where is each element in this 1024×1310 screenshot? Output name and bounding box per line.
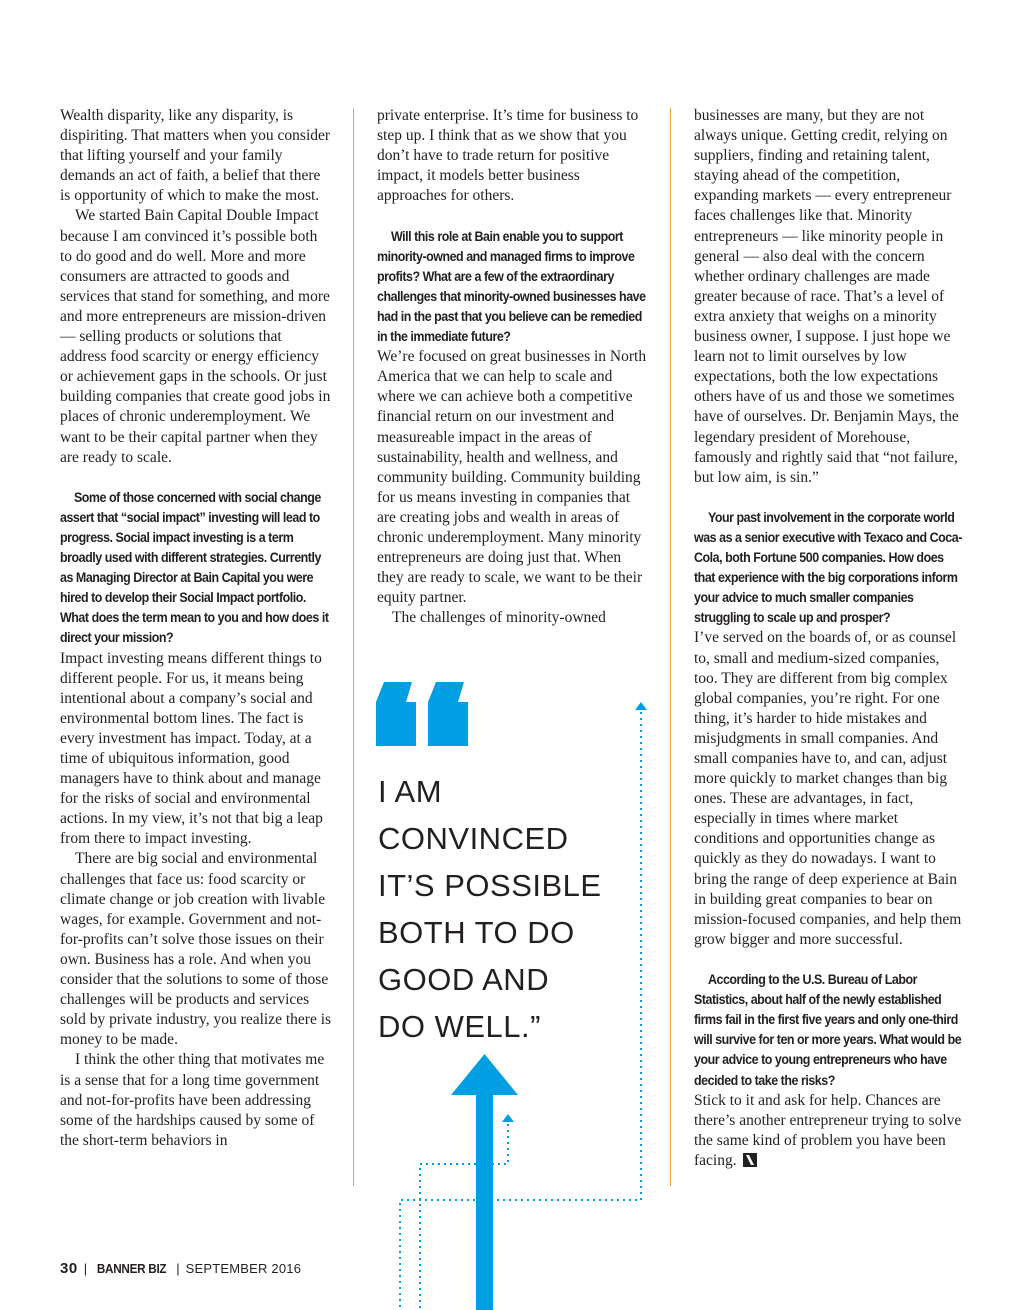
- interview-answer: We’re focused on great businesses in North America that we can help to scale and where we can achieve both a competitive financial return on our investment and measureable impact in the areas of sustainability, health and wellness, and community building. Community building for us means investing in companies that are creating jobs and wealth in areas of chronic underemployment. Many minority entrepreneurs are doing just that. When they are ready to scale, we want to be their equity partner.: [377, 348, 647, 607]
- interview-question: Your past involvement in the corporate world was as a senior executive with Texaco and Coca-Cola, both Fortune 500 companies. How does that experience with the big corporations inform your advice to much smaller companies struggling to scale up and prosper?: [694, 509, 962, 626]
- dotted-arrow-small: [420, 1124, 508, 1310]
- answer-text: Stick to it and ask for help. Chances are there’s another entrepreneur trying to solve the same kind of problem you have been facing.: [694, 1091, 962, 1169]
- article-column-2: [377, 106, 649, 628]
- dotted-arrow-right-head: [635, 702, 647, 710]
- paragraph: Wealth disparity, like any disparity, is dispiriting. That matters when you consider that lifting yourself and your family demands an act of faith, a belief that there is opportunity of which to make the most.: [60, 107, 331, 205]
- paragraph: There are big social and environmental challenges that face us: food scarcity or climate change or job creation with livable wages, for example. Government and not-for-profits can’t solve those issues on their own. Business has a role. And when you consider that the solutions to some of those challenges will be products and services sold by private industry, you realize there is money to be made.: [60, 850, 332, 1049]
- page-folio: [60, 1260, 301, 1277]
- article-column-3: [694, 106, 964, 1173]
- folio-separator: |: [176, 1261, 180, 1276]
- pull-quote-line: BOTH TO DO: [378, 915, 575, 950]
- big-arrow-shaft: [476, 1090, 493, 1310]
- paragraph: The challenges of minority-owned: [392, 609, 606, 627]
- interview-answer-final: [694, 1091, 964, 1173]
- paragraph: We started Bain Capital Double Impact because I am convinced it’s possible both to do good and do well. More and more consumers are attracted to goods and services that stand for something, and more and more entrepreneurs are mission-driven — selling products or solutions that address food scarcity or energy efficiency or achievement gaps in the schools. Or just building companies that create good jobs in places of chronic underemployment. We want to be their capital partner when they are ready to scale.: [60, 207, 331, 466]
- pull-quote-line: DO WELL.”: [378, 1009, 541, 1044]
- pull-quote: [378, 768, 638, 1050]
- article-column-1: [60, 106, 332, 1151]
- quote-icon: [376, 680, 476, 753]
- interview-question: Will this role at Bain enable you to support minority-owned and managed firms to improve profits? What are a few of the extraordinary challenges that minority-owned businesses have had in the past that you believe can be remedied in the immediate future?: [377, 228, 646, 345]
- page-number: 30: [60, 1260, 78, 1277]
- pull-quote-line: GOOD AND: [378, 962, 550, 997]
- end-of-article-icon: [743, 1153, 757, 1173]
- folio-separator: |: [83, 1261, 88, 1276]
- column-rule-left: [353, 108, 354, 1186]
- interview-answer: I’ve served on the boards of, or as counsel to, small and medium-sized companies, too. They are different from big complex global companies, you’re right. For one thing, it’s harder to hide mistakes and misjudgments in small companies. And small companies have to, and can, adjust more quickly to market changes than big ones. These are advantages, in fact, especially in times where market conditions and opportunities change as quickly as they do nowadays. I want to bring the range of deep experience at Bain in building great companies to bear on mission-focused companies, and help them grow bigger and more successful.: [694, 629, 962, 948]
- dotted-arrow-small-head: [502, 1114, 514, 1122]
- paragraph: I think the other thing that motivates me is a sense that for a long time government and not-for-profits have been addressing some of the hardships caused by some of the short-term behaviors in: [60, 1051, 325, 1149]
- publication-name: BANNER BIZ: [96, 1261, 167, 1276]
- pull-quote-line: I AM: [378, 774, 443, 809]
- pull-quote-line: IT’S POSSIBLE: [378, 868, 602, 903]
- interview-question: According to the U.S. Bureau of Labor Statistics, about half of the newly established firms fail in the first five years and only one-third will survive for ten or more years. What would be your advice to young entrepreneurs who have decided to take the risks?: [694, 972, 962, 1088]
- paragraph: businesses are many, but they are not always unique. Getting credit, relying on suppliers, finding and retaining talent, staying ahead of the competition, expanding markets — every entrepreneur faces challenges like that. Minority entrepreneurs — like minority people in general — also deal with the concern whether ordinary challenges are made greater because of race. That’s a level of extra anxiety that weighs on a minority business owner, I suppose. I just hope we learn not to limit ourselves by low expectations, both the low expectations others have of us and those we sometimes have of ourselves. Dr. Benjamin Mays, the legendary president of Morehouse, famously and rightly said that “not failure, but low aim, is sin.”: [694, 107, 959, 486]
- column-rule-right: [670, 108, 671, 1186]
- pull-quote-line: CONVINCED: [378, 821, 569, 856]
- big-arrow-head: [451, 1054, 518, 1095]
- interview-answer: Impact investing means different things to different people. For us, it means being intentional about a company’s social and environmental bottom lines. The fact is every investment has impact. Today, at a time of ubiquitous information, good managers have to think about and manage for the risks of social and environmental actions. In my view, it’s not that big a leap from there to impact investing.: [60, 649, 323, 848]
- paragraph: private enterprise. It’s time for business to step up. I think that as we show that you don’t have to trade return for positive impact, it models better business approaches for others.: [377, 107, 639, 205]
- issue-date: SEPTEMBER 2016: [185, 1261, 302, 1276]
- interview-question: Some of those concerned with social change assert that “social impact” investing will lead to progress. Social impact investing is a term broadly used with different strategies. Currently as Managing Director at Bain Capital you were hired to develop their Social Impact portfolio. What does the term mean to you and how does it direct your mission?: [60, 489, 329, 646]
